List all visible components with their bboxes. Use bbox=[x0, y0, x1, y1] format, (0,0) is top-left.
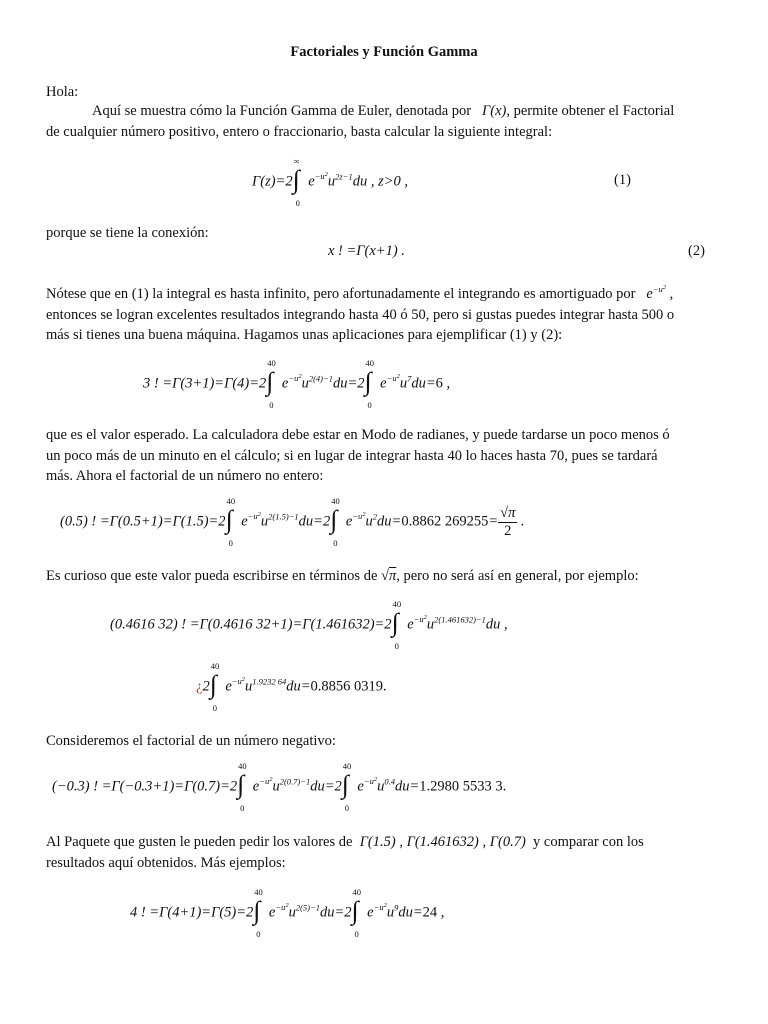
gamma-values: Γ(1.5) , Γ(1.461632) , Γ(0.7) bbox=[356, 834, 530, 850]
equation-2-label: (2) bbox=[688, 243, 705, 259]
expected-line1: que es el valor esperado. La calculadora debe estar en Modo de radianes, y puede tardarse un poco menos ó bbox=[46, 427, 670, 443]
package-line2: resultados aquí obtenidos. Más ejemplos: bbox=[46, 854, 286, 871]
curious-text-post: , pero no será así en general, por ejemplo: bbox=[396, 568, 639, 584]
connection-text: porque se tiene la conexión: bbox=[46, 225, 209, 241]
result-half-factorial: 0.8862 269255 bbox=[401, 513, 489, 530]
negative-text: Consideremos el factorial de un número negativo: bbox=[46, 733, 336, 749]
package-paragraph bbox=[46, 832, 722, 873]
page-title: Factoriales y Función Gamma bbox=[290, 44, 478, 60]
equation-1: Γ(z)=2 ∫ ∞ 0 $e^{-u^2}u^{2z-1}du$ , z>0 , bbox=[252, 156, 409, 208]
gamma-notation: Γ(x) bbox=[474, 103, 507, 119]
result-4-factorial: 24 bbox=[422, 904, 438, 921]
equation-2: x ! =Γ(x+1) . bbox=[328, 243, 405, 259]
equation-0461632-result: ¿2 ∫ 40 0 $e^{-u^2}u^{1.9232 64}du=0.8856$ 0319. bbox=[196, 661, 387, 713]
equation-half-factorial: (0.5) ! =Γ(0.5+1)=Γ(1.5)=2 ∫ 40 0 $e^{-u^2}u^{2(1.5)-1}du=2$ ∫ 40 0 $e^{-u^2}u^2du=0.8862$ 269255= $\frac{√\pi}{2}$ . bbox=[60, 496, 525, 548]
package-text-post: y comparar con los bbox=[533, 834, 644, 850]
equation-3-factorial: 3 ! =Γ(3+1)=Γ(4)=2 ∫ 40 0 $e^{-u^2}u^{2(4)-1}du=2$ ∫ 40 0 $e^{-u^2}u^7du=6$ , bbox=[143, 358, 451, 410]
integral-sign: ∫ ∞ 0 bbox=[292, 156, 300, 208]
note-line1: Nótese que en (1) la integral es hasta infinito, pero afortunadamente el integrando es amortiguado por bbox=[46, 286, 636, 302]
result-negative: 1.2980 5533 3. bbox=[419, 778, 507, 795]
package-text-pre: Al Paquete que gusten le pueden pedir los valores de bbox=[46, 834, 353, 850]
expected-paragraph bbox=[46, 425, 722, 487]
intro-paragraph bbox=[46, 101, 722, 142]
note-paragraph: Nótese que en (1) la integral es hasta infinito, pero afortunadamente el integrando es amortiguado por $e^{-u^2}$ , entonces se logran excelentes resultados integrando hasta 40 ó 50, pero si gustas puedes integrar hasta 500 o más si tienes una buena máquina. Hagamos unas aplicaciones para ejemplificar (1) y (2): bbox=[46, 284, 675, 343]
damping-factor: $e^{-u^2}$ bbox=[639, 284, 667, 302]
equation-0461632-factorial: (0.4616 32) ! =Γ(0.4616 32+1)=Γ(1.461632)=2 ∫ 40 0 $e^{-u^2}u^{2(1.461632)-1}du$ , bbox=[110, 599, 508, 651]
note-line2: entonces se logran excelentes resultados integrando hasta 40 ó 50, pero si gustas puedes integrar hasta 500 o bbox=[46, 306, 675, 323]
sqrt-pi: √π bbox=[381, 568, 397, 584]
equation-4-factorial: 4 ! =Γ(4+1)=Γ(5)=2 ∫ 40 0 $e^{-u^2}u^{2(5)-1}du=2$ ∫ 40 0 $e^{-u^2}u^9du=24$ , bbox=[130, 887, 445, 939]
result-0461632: 0.8856 0319. bbox=[310, 678, 387, 695]
expected-line3: más. Ahora el factorial de un número no entero: bbox=[46, 468, 324, 484]
expected-line2: un poco más de un minuto en el cálculo; si en lugar de integrar hasta 40 lo haces hasta 70, pues se tardará bbox=[46, 447, 658, 464]
curious-text-pre: Es curioso que este valor pueda escribirse en términos de bbox=[46, 568, 378, 584]
result-3-factorial: 6 bbox=[435, 375, 443, 392]
intro-text-line2: de cualquier número positivo, entero o fraccionario, basta calcular la siguiente integral: bbox=[46, 123, 553, 140]
intro-text-post: , permite obtener el Factorial bbox=[506, 103, 675, 119]
greeting: Hola: bbox=[46, 84, 79, 100]
equation-1-label: (1) bbox=[614, 172, 631, 188]
equation-negative-factorial: (−0.3) ! =Γ(−0.3+1)=Γ(0.7)=2 ∫ 40 0 $e^{-u^2}u^{2(0.7)-1}du=2$ ∫ 40 0 $e^{-u^2}u^{0.4}du=1.2980$ 5533 3. bbox=[52, 761, 507, 813]
intro-text-pre: Aquí se muestra cómo la Función Gamma de Euler, denotada por bbox=[92, 103, 472, 119]
curious-paragraph bbox=[46, 566, 722, 587]
note-line3: más si tienes una buena máquina. Hagamos unas aplicaciones para ejemplificar (1) y (2): bbox=[46, 327, 563, 343]
